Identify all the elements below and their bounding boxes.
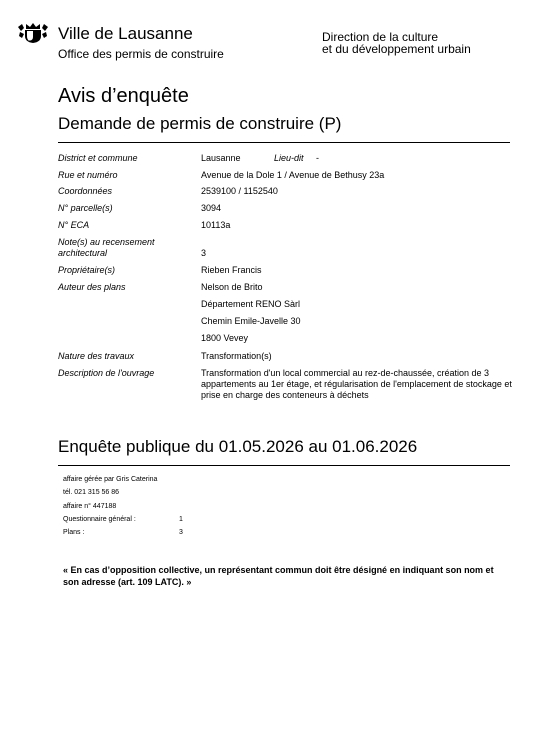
case-number: affaire n° 447188 (63, 503, 117, 510)
works-value: Transformation(s) (201, 351, 272, 361)
enquete-heading: Enquête publique du 01.05.2026 au 01.06.2026 (58, 437, 418, 456)
questionnaire-value: 1 (179, 516, 183, 523)
contact-phone: tél. 021 315 56 86 (63, 489, 120, 496)
divider-enquete (58, 465, 510, 466)
lieudit-value: - (316, 153, 319, 163)
questionnaire-label: Questionnaire général : (63, 516, 136, 523)
owner-value: Rieben Francis (201, 265, 262, 275)
coords-label: Coordonnées (58, 186, 113, 196)
divider-top (58, 142, 510, 143)
org-name: Ville de Lausanne (58, 24, 193, 43)
street-value: Avenue de la Dole 1 / Avenue de Bethusy 23a (201, 170, 385, 180)
coords-value: 2539100 / 1152540 (201, 186, 278, 196)
plans-label: Plans : (63, 529, 85, 536)
author-line-2: Département RENO Sàrl (201, 299, 301, 309)
managed-by: affaire gérée par Gris Caterina (63, 476, 158, 483)
census-value: 3 (201, 248, 207, 258)
parcel-label: N° parcelle(s) (58, 203, 113, 213)
author-line-3: Chemin Emile-Javelle 30 (201, 316, 301, 326)
plans-value: 3 (179, 529, 183, 536)
eca-label: N° ECA (58, 220, 90, 230)
eca-value: 10113a (201, 220, 231, 230)
author-line-4: 1800 Vevey (201, 333, 249, 343)
district-value: Lausanne (201, 153, 241, 163)
works-label: Nature des travaux (58, 351, 135, 361)
lausanne-coat-of-arms-icon (16, 22, 50, 44)
page-title: Avis d’enquête (58, 85, 189, 107)
owner-label: Propriétaire(s) (58, 265, 116, 275)
parcel-value: 3094 (201, 203, 222, 213)
description-label: Description de l'ouvrage (58, 368, 155, 378)
collective-opposition-note: « En cas d’opposition collective, un représentant commun doit être désigné en indiquant son nom et son adresse (art. 109 LATC). » (63, 565, 494, 587)
department-line-2: et du développement urbain (322, 42, 471, 56)
lieudit-label: Lieu-dit (274, 153, 304, 163)
description-value: Transformation d'un local commercial au rez-de-chaussée, création de 3 appartements au 1er étage, et régularisation de l'emplacement de stockage et prise en charge des conteneurs à déchets (201, 368, 512, 400)
district-label: District et commune (58, 153, 138, 163)
census-label-line1: Note(s) au recensement (58, 237, 155, 247)
org-office: Office des permis de construire (58, 47, 224, 61)
author-label: Auteur des plans (58, 282, 126, 292)
department-line-1: Direction de la culture (322, 30, 439, 44)
author-line-1: Nelson de Brito (201, 282, 263, 292)
page-subtitle: Demande de permis de construire (P) (58, 114, 342, 133)
census-label-line2: architectural (58, 248, 108, 258)
street-label: Rue et numéro (58, 170, 118, 180)
